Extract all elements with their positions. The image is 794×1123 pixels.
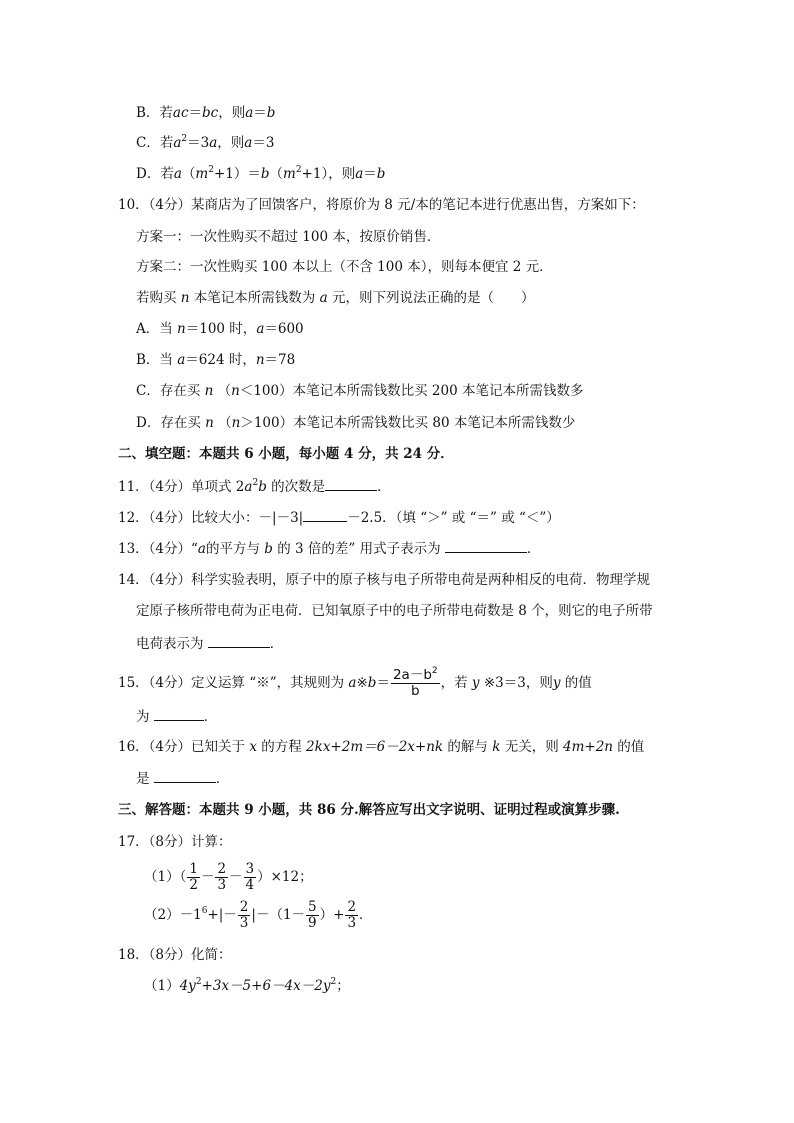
q17-part-1: （1）（ $\frac{1}{2}$ － $\frac{2}{3}$ － $\frac{3}{4}$ ）×12； (144, 861, 313, 893)
q15-line-2: 为 ． (136, 706, 217, 727)
section-fill-in-heading: 二、填空题：本题共 6 小题，每小题 4 分，共 24 分． (118, 446, 454, 462)
q15-line-1: 15．（4分）定义运算 “※”，其规则为 a※b＝ $\frac{2a-b^2}{b}$ ，若 y ※3＝3，则y 的值 (118, 666, 592, 699)
section-solutions-heading: 三、解答题：本题共 9 小题，共 86 分.解答应写出文字说明、证明过程或演算步骤. (118, 802, 620, 818)
q17-p2-fraction-1: $\frac{2}{3}$ (239, 899, 249, 931)
q10-plan-1: 方案一：一次性购买不超过 100 本，按原价销售． (136, 229, 441, 245)
q17-stem: 17．（8分）计算： (118, 834, 232, 850)
q10-ask: 若购买 n 本笔记本所需钱数为 a 元，则下列说法正确的是（ ） (136, 290, 535, 306)
q17-p2-fraction-3: $\frac{2}{3}$ (347, 899, 357, 931)
q17-p1-fraction-3: $\frac{3}{4}$ (245, 861, 255, 893)
q9-option-c: C．若$a^2=3a$，则a＝3 (136, 134, 275, 151)
q12: 12．（4分）比较大小：－|－3| －2.5．（填 “＞” 或 “＝” 或 “＜”） (118, 507, 560, 528)
q10-option-c: C．存在买 n （n＜100）本笔记本所需钱数比买 200 本笔记本所需钱数多 (136, 383, 584, 399)
q10-plan-2: 方案二：一次性购买 100 本以上（不含 100 本），则每本便宜 2 元． (136, 259, 553, 275)
q16-answer-blank[interactable] (154, 768, 216, 783)
q16-line-2: 是 ． (136, 768, 229, 789)
q10-option-a: A．当 n＝100 时，a＝600 (136, 321, 304, 337)
q12-answer-blank[interactable] (303, 507, 347, 522)
q10-option-b: B．当 a＝624 时，n＝78 (136, 352, 296, 368)
q14-line-2: 定原子核所带电荷为正电荷．已知氧原子中的电子所带电荷数是 8 个，则它的电子所带 (136, 603, 653, 619)
q11-answer-blank[interactable] (325, 476, 377, 491)
q9-option-b: B．若ac＝bc，则a＝b (136, 105, 276, 121)
q10-option-d: D．存在买 n （n＞100）本笔记本所需钱数比买 80 本笔记本所需钱数少 (136, 415, 576, 431)
q17-part-2: $(2)-1^6+|-$ $\frac{2}{3}$ |－（1－ $\frac{5}{9}$ ）+ $\frac{2}{3}$ ． (144, 899, 373, 931)
q14-answer-blank[interactable] (208, 633, 270, 648)
q10-stem: 10．（4分）某商店为了回馈客户，将原价为 8 元/本的笔记本进行优惠出售，方案如下： (118, 197, 645, 213)
q18-stem: 18．（8分）化简： (118, 947, 232, 963)
q15-fraction: $\frac{2a-b^2}{b}$ (392, 666, 438, 699)
q18-part-1: $(1)4y^2+3x-5+6-4x-2y^2$； (144, 977, 350, 994)
q15-answer-blank[interactable] (154, 706, 204, 721)
q13: 13．（4分）“a的平方与 b 的 3 倍的差” 用式子表示为 ． (118, 538, 540, 559)
q11: 11．（4分）单项式 $2a^2b$ 的次数是 ． (118, 478, 391, 495)
q14-line-1: 14．（4分）科学实验表明，原子中的原子核与电子所带电荷是两种相反的电荷．物理学规 (118, 572, 651, 588)
q14-line-3: 电荷表示为 ． (136, 633, 283, 654)
q17-p1-fraction-1: $\frac{1}{2}$ (189, 861, 198, 893)
q13-answer-blank[interactable] (445, 538, 527, 553)
q9-option-d: D．若$a(m^2+1)=b(m^2+1)$，则a＝b (136, 165, 386, 182)
q17-p1-fraction-2: $\frac{2}{3}$ (217, 861, 227, 893)
q17-p2-fraction-2: $\frac{5}{9}$ (308, 899, 317, 931)
q16-line-1: 16．（4分）已知关于 x 的方程 2kx+2m＝6－2x+nk 的解与 k 无关，则 4m+2n 的值 (118, 739, 645, 755)
